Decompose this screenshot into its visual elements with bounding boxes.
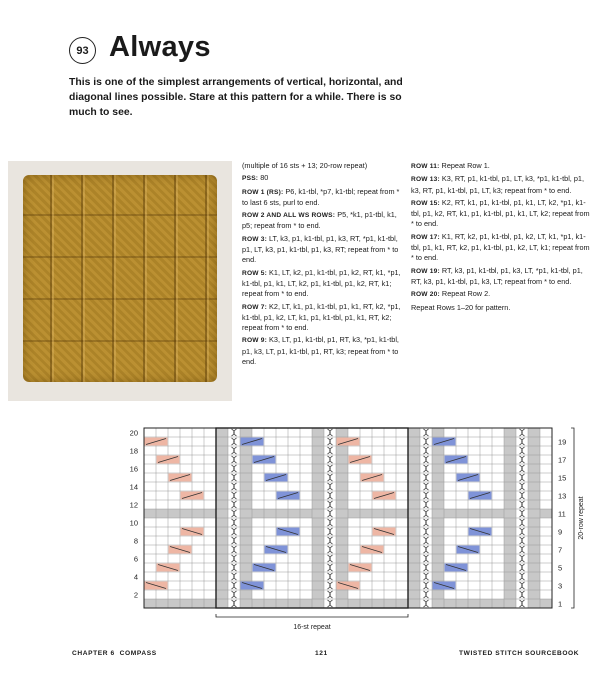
purl-row-cell	[468, 599, 480, 608]
row-number-right: 5	[558, 563, 563, 573]
purl-row-cell	[240, 509, 252, 518]
purl-row-cell	[504, 599, 516, 608]
stitch-repeat-bracket	[216, 614, 408, 617]
purl-row-cell	[216, 509, 228, 518]
purl-row-cell	[264, 599, 276, 608]
purl-row-cell	[156, 599, 168, 608]
purl-row-cell	[384, 599, 396, 608]
row-number-left: 10	[129, 518, 138, 528]
purl-row-cell	[276, 599, 288, 608]
stitch-chart	[120, 420, 600, 640]
purl-row-cell	[252, 599, 264, 608]
instruction-row: ROW 13: K3, RT, p1, k1-tbl, p1, LT, k3, *p1, k1-tbl, p1, k3, RT, p1, k1-tbl, p1, LT, k3; repeat from * to end.	[411, 174, 585, 195]
row-number-left: 6	[133, 554, 138, 564]
purl-row-cell	[192, 599, 204, 608]
instruction-row: ROW 15: K2, RT, k1, p1, k1-tbl, p1, k1, LT, k2, *p1, k1-tbl, p1, k2, RT, k1, p1, k1-tbl, p1, k1, LT, k2; repeat from * to end.	[411, 197, 590, 229]
purl-row-cell	[252, 509, 264, 518]
purl-row-cell	[216, 599, 228, 608]
purl-row-cell	[300, 509, 312, 518]
row-repeat-bracket	[571, 428, 574, 608]
purl-row-cell	[384, 509, 396, 518]
row-number-right: 15	[558, 473, 567, 483]
purl-row-cell	[348, 599, 360, 608]
row-number-left: 12	[129, 500, 138, 510]
row-number-right: 9	[558, 527, 563, 537]
purl-row-cell	[156, 509, 168, 518]
knit-swatch-image	[23, 175, 217, 382]
purl-row-cell	[276, 509, 288, 518]
purl-row-cell	[180, 599, 192, 608]
instruction-row: ROW 20: Repeat Row 2.	[411, 289, 491, 299]
instruction-row: ROW 17: K1, RT, k2, p1, k1-tbl, p1, k2, LT, k1, *p1, k1-tbl, p1, k1, RT, k2, p1, k1-tbl, p1, k2, LT, k1; repeat from * to end.	[411, 231, 590, 263]
purl-row-cell	[480, 509, 492, 518]
row-number-right: 19	[558, 437, 567, 447]
purl-row-cell	[240, 599, 252, 608]
closing-line: Repeat Rows 1–20 for pattern.	[411, 302, 511, 312]
instruction-row: ROW 1 (RS): P6, k1-tbl, *p7, k1-tbl; repeat from * to last 6 sts, purl to end.	[242, 186, 400, 207]
row-number-right: 17	[558, 455, 567, 465]
purl-row-cell	[144, 599, 156, 608]
purl-row-cell	[408, 599, 420, 608]
instruction-row: ROW 3: LT, k3, p1, k1-tbl, p1, k3, RT, *p1, k1-tbl, p1, LT, k3, p1, k1-tbl, p1, k3, RT; repeat from * to end.	[242, 233, 399, 265]
row-number-right: 3	[558, 581, 563, 591]
stitch-repeat-label: 16-st repeat	[293, 624, 331, 631]
purl-row-cell	[492, 509, 504, 518]
purl-row-cell	[312, 599, 324, 608]
purl-row-cell	[408, 509, 420, 518]
row-number-right: 11	[558, 509, 566, 519]
row-number-left: 20	[129, 428, 138, 438]
purl-row-cell	[432, 599, 444, 608]
instruction-row: ROW 9: K3, LT, p1, k1-tbl, p1, RT, k3, *p1, k1-tbl, p1, k3, LT, p1, k1-tbl, p1, RT, k3; repeat from * to end.	[242, 335, 399, 367]
purl-row-cell	[444, 509, 456, 518]
purl-row-cell	[204, 599, 216, 608]
purl-row-cell	[312, 509, 324, 518]
row-number-right: 7	[558, 545, 563, 555]
purl-row-cell	[504, 509, 516, 518]
purl-row-cell	[372, 509, 384, 518]
purl-row-cell	[492, 599, 504, 608]
row-number-right: 13	[558, 491, 567, 501]
purl-row-cell	[468, 509, 480, 518]
pattern-intro: This is one of the simplest arrangements of vertical, horizontal, and diagonal lines possible. Stare at this pattern for a while. There is so much to see.	[69, 77, 403, 118]
purl-row-cell	[192, 509, 204, 518]
instruction-row: ROW 2 AND ALL WS ROWS: P5, *k1, p1-tbl, k1, p5; repeat from * to end.	[242, 210, 397, 231]
purl-row-cell	[288, 509, 300, 518]
instructions-left-column	[242, 161, 407, 369]
purl-row-cell	[480, 599, 492, 608]
instruction-row: ROW 5: K1, LT, k2, p1, k1-tbl, p1, k2, RT, k1, *p1, k1-tbl, p1, k1, LT, k2, p1, k1-tbl, p1, k2, RT, k1; repeat from * to end.	[242, 267, 401, 299]
purl-row-cell	[180, 509, 192, 518]
pss-line: PSS: 80	[242, 173, 269, 183]
purl-row-cell	[336, 509, 348, 518]
pattern-number-badge: 93	[69, 37, 96, 64]
purl-row-cell	[540, 509, 552, 518]
row-number-right: 1	[558, 599, 563, 609]
purl-row-cell	[396, 599, 408, 608]
purl-row-cell	[444, 599, 456, 608]
purl-row-cell	[396, 509, 408, 518]
purl-row-cell	[204, 509, 216, 518]
instruction-row: ROW 7: K2, LT, k1, p1, k1-tbl, p1, k1, RT, k2, *p1, k1-tbl, p1, k2, LT, k1, p1, k1-tbl, p1, k1, RT, k2; repeat from * to end.	[242, 301, 401, 333]
purl-row-cell	[528, 599, 540, 608]
purl-row-cell	[336, 599, 348, 608]
row-number-left: 2	[133, 590, 138, 600]
purl-row-cell	[168, 509, 180, 518]
purl-row-cell	[456, 599, 468, 608]
purl-row-cell	[360, 509, 372, 518]
footer-book-title: TWISTED STITCH SOURCEBOOK	[459, 650, 580, 657]
purl-row-cell	[348, 509, 360, 518]
purl-row-cell	[144, 509, 156, 518]
purl-row-cell	[456, 509, 468, 518]
row-number-left: 4	[133, 572, 138, 582]
row-number-left: 18	[129, 446, 138, 456]
purl-row-cell	[432, 509, 444, 518]
instruction-row: ROW 11: Repeat Row 1.	[411, 161, 490, 170]
purl-row-cell	[540, 599, 552, 608]
multiple-note: (multiple of 16 sts + 13; 20-row repeat)	[242, 161, 368, 170]
footer-chapter: CHAPTER 6 COMPASS	[72, 650, 157, 657]
pattern-title: Always	[109, 31, 211, 63]
row-repeat-label: 20-row repeat	[578, 496, 585, 540]
row-number-left: 8	[133, 536, 138, 546]
purl-row-cell	[360, 599, 372, 608]
row-number-left: 14	[129, 482, 138, 492]
purl-row-cell	[300, 599, 312, 608]
purl-row-cell	[264, 509, 276, 518]
purl-row-cell	[288, 599, 300, 608]
purl-row-cell	[168, 599, 180, 608]
instructions-right-column	[411, 161, 591, 313]
row-number-left: 16	[129, 464, 138, 474]
instruction-row: ROW 19: RT, k3, p1, k1-tbl, p1, k3, LT, *p1, k1-tbl, p1, RT, k3, p1, k1-tbl, p1, k3, LT; repeat from * to end.	[411, 265, 583, 286]
footer-page-number: 121	[315, 650, 328, 657]
purl-row-cell	[372, 599, 384, 608]
purl-row-cell	[528, 509, 540, 518]
